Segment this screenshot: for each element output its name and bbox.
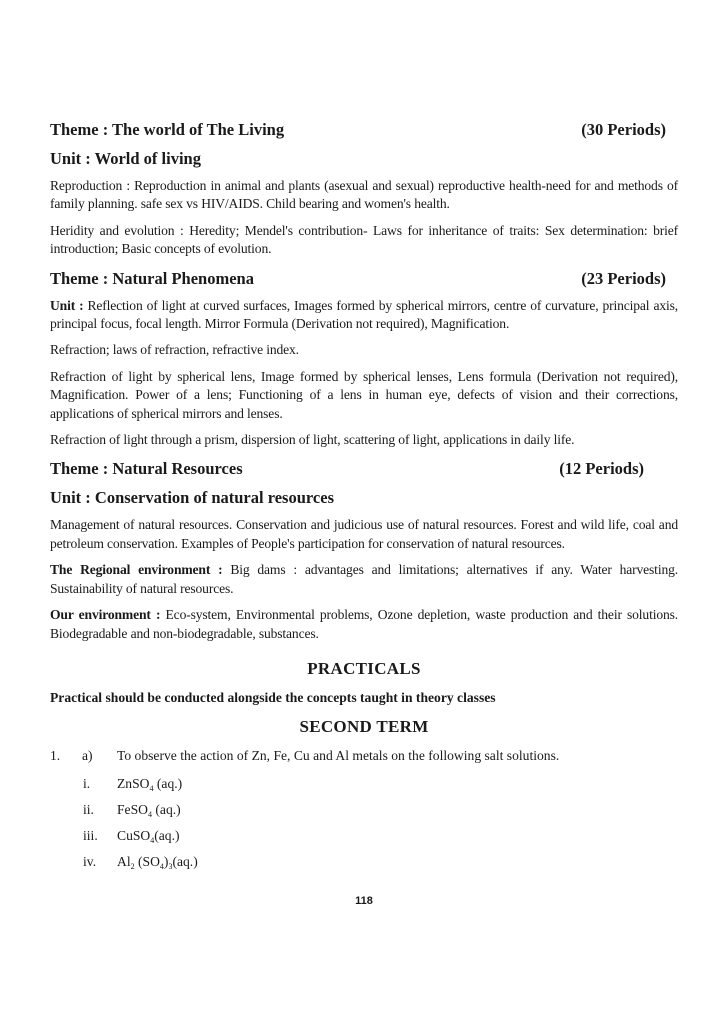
paragraph-reproduction: Reproduction : Reproduction in animal and plants (asexual and sexual) reproductive health-need for and methods of family planning. safe sex vs HIV/AIDS. Child bearing and women's health. [50, 178, 678, 212]
roman-numeral: ii. [83, 801, 94, 817]
formula-subscript: 4 [149, 783, 154, 793]
chemical-formula [117, 827, 180, 845]
unit-heading-conservation: Unit : Conservation of natural resources [50, 488, 334, 508]
page-number: 118 [355, 895, 373, 907]
syllabus-content [50, 120, 678, 871]
unit-label: Unit : [50, 297, 84, 313]
practicals-lead: Practical should be conducted alongside the concepts taught in theory classes [50, 689, 496, 705]
theme-title: Theme : The world of The Living [50, 120, 285, 139]
formula-subscript: 4 [147, 809, 152, 819]
theme-heading-living [50, 120, 678, 140]
solution-list-item [50, 853, 678, 871]
roman-numeral: iv. [83, 853, 97, 869]
theme-periods: (30 Periods) [581, 120, 666, 139]
our-env-label: Our environment : [50, 607, 161, 623]
chemical-formula [117, 801, 181, 819]
practicals-heading: PRACTICALS [307, 658, 421, 678]
paragraph-management: Management of natural resources. Conservation and judicious use of natural resources. Forest and wild life, coal and petroleum conservation. Examples of People's participation for conservation of natural resources. [50, 517, 678, 551]
theme-periods: (23 Periods) [581, 268, 666, 288]
unit-text: Reflection of light at curved surfaces, Images formed by spherical mirrors, centre of curvature, principal axis, principal focus, focal length. Mirror Formula (Derivation not required), Magnification. [50, 297, 678, 332]
paragraph-our-environment [50, 606, 678, 643]
formula-text: FeSO [117, 801, 148, 817]
practical-item-1 [50, 747, 678, 765]
chemical-formula [117, 775, 182, 793]
formula-text: Al [117, 853, 131, 869]
paragraph-refraction: Refraction; laws of refraction, refractive index. [50, 342, 299, 358]
theme-periods: (12 Periods) [559, 459, 644, 479]
item-text: To observe the action of Zn, Fe, Cu and Al metals on the following salt solutions. [117, 747, 560, 763]
our-env-text: Eco-system, Environmental problems, Ozone depletion, waste production and their solutions. Biodegradable and non-biodegradable, substances. [50, 607, 679, 641]
formula-suffix: (aq.) [151, 801, 181, 817]
solution-list-item [50, 801, 678, 819]
regional-label: The Regional environment : [50, 562, 223, 578]
paragraph-heredity: Heridity and evolution : Heredity; Mendel's contribution- Laws for inheritance of traits: Sex determination: brief introduction; Basic concepts of evolution. [50, 222, 678, 257]
theme-title: Theme : Natural Phenomena [50, 268, 254, 288]
roman-numeral: iii. [83, 827, 98, 843]
paragraph-unit-light [50, 297, 678, 334]
item-sub-label: a) [82, 747, 93, 763]
formula-text: CuSO [117, 827, 151, 843]
solution-list-item [50, 775, 678, 793]
paragraph-prism: Refraction of light through a prism, dispersion of light, scattering of light, applications in daily life. [50, 432, 575, 448]
formula-text: ZnSO [117, 775, 150, 791]
formula-subscript: 4 [150, 835, 155, 845]
second-term-heading: SECOND TERM [299, 716, 429, 736]
paragraph-regional-environment [50, 561, 678, 598]
regional-text: Big dams : advantages and limitations; alternatives if any. Water harvesting. Sustainability of natural resources. [50, 562, 678, 596]
formula-suffix: (aq.) [154, 827, 180, 843]
formula-text: ) [163, 853, 169, 869]
roman-numeral: i. [83, 775, 91, 791]
formula-text: (SO [134, 853, 160, 869]
unit-heading-world-of-living: Unit : World of living [50, 149, 201, 168]
theme-title: Theme : Natural Resources [50, 459, 243, 479]
item-number: 1. [50, 747, 61, 763]
theme-heading-resources [50, 459, 678, 479]
theme-heading-phenomena [50, 269, 678, 289]
formula-suffix: (aq.) [153, 775, 183, 791]
formula-suffix: (aq.) [172, 853, 198, 869]
formula-subscript: 3 [168, 861, 173, 871]
formula-subscript: 4 [159, 861, 164, 871]
paragraph-lens: Refraction of light by spherical lens, Image formed by spherical lenses, Lens formula (Derivation not required), Magnification. Power of a lens; Functioning of a lens in human eye, defects of vision and their corrections, applications of spherical mirrors and lenses. [50, 368, 678, 421]
chemical-formula [117, 853, 198, 871]
solution-list-item [50, 827, 678, 845]
formula-subscript: 2 [130, 861, 135, 871]
